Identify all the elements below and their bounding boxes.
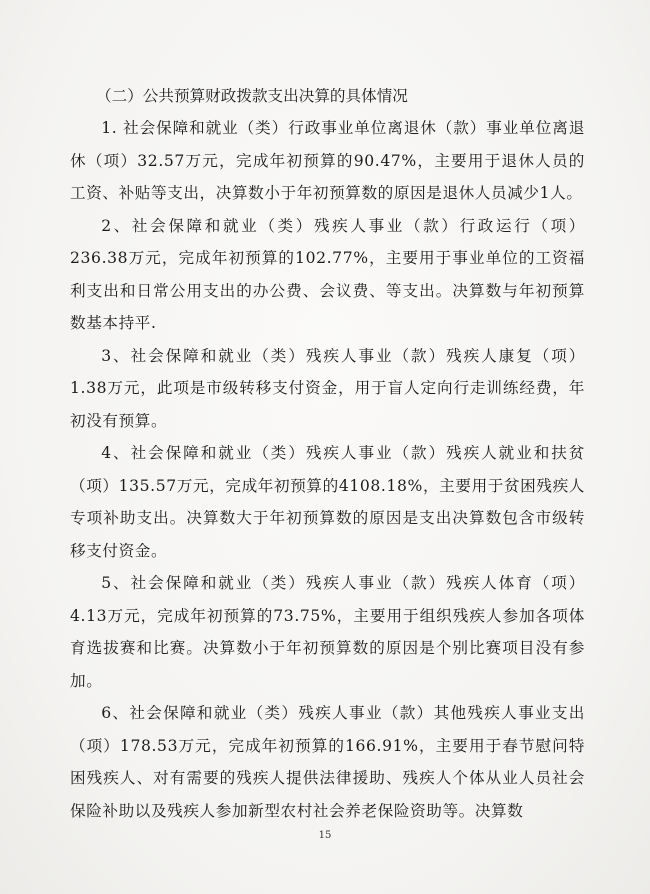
paragraph-item-2: 2、社会保障和就业（类）残疾人事业（款）行政运行（项）236.38万元，完成年初预算的102.77%，主要用于事业单位的工资福利支出和日常公用支出的办公费、会议费、等支出。决算数与年初预算数基本持平. [70, 216, 585, 332]
page-number: 15 [318, 830, 332, 841]
paragraph-item-3: 3、社会保障和就业（类）残疾人事业（款）残疾人康复（项）1.38万元，此项是市级转移支付资金，用于盲人定向行走训练经费，年初没有预算。 [70, 346, 585, 430]
paragraph-item-4: 4、社会保障和就业（类）残疾人事业（款）残疾人就业和扶贫（项）135.57万元，完成年初预算的4108.18%，主要用于贫困残疾人专项补助支出。决算数大于年初预算数的原因是支出决算数包含市级转移支付资金。 [70, 444, 585, 560]
paragraph-item-1: 1. 社会保障和就业（类）行政事业单位离退休（款）事业单位离退休（项）32.57万元，完成年初预算的90.47%，主要用于退休人员的工资、补贴等支出，决算数小于年初预算数的原因是退休人员减少1人。 [70, 119, 585, 202]
section-body [70, 80, 585, 827]
paragraph-item-6: 6、社会保障和就业（类）残疾人事业（款）其他残疾人事业支出（项）178.53万元，完成年初预算的166.91%，主要用于春节慰问特困残疾人、对有需要的残疾人提供法律援助、残疾人个体从业人员社会保险补助以及残疾人参加新型农村社会养老保险资助等。决算数 [70, 704, 585, 820]
paragraph-item-5: 5、社会保障和就业（类）残疾人事业（款）残疾人体育（项）4.13万元，完成年初预算的73.75%，主要用于组织残疾人参加各项体育选拔赛和比赛。决算数小于年初预算数的原因是个别比赛项目没有参加。 [70, 574, 585, 690]
section-heading: （二）公共预算财政拨款支出决算的具体情况 [96, 87, 408, 105]
